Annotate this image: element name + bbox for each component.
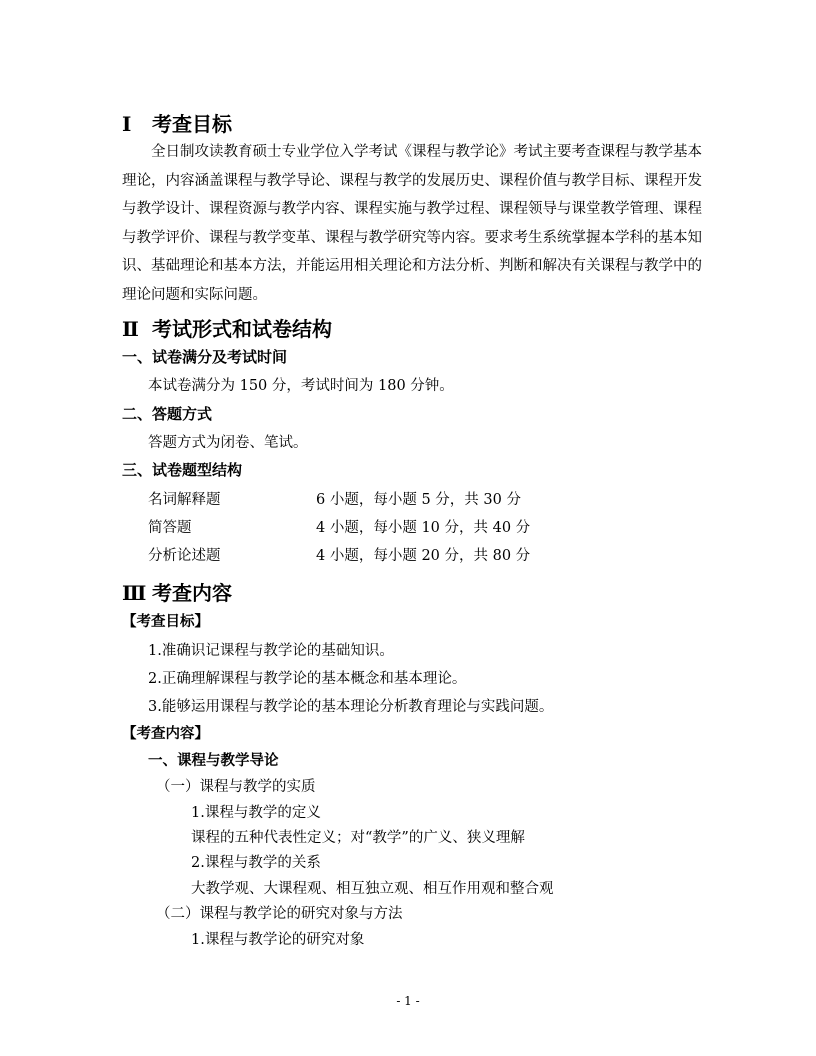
section-title: 考试形式和试卷结构 bbox=[152, 317, 332, 341]
section-heading-2 bbox=[122, 313, 332, 342]
question-type-detail: 4 小题，每小题 20 分，共 80 分 bbox=[316, 548, 531, 564]
question-type-row bbox=[148, 516, 530, 537]
content-label: 【考查内容】 bbox=[122, 726, 209, 742]
goal-item: 2.正确理解课程与教学论的基本概念和基本理论。 bbox=[148, 671, 467, 687]
content-item-text: 大教学观、大课程观、相互独立观、相互作用观和整合观 bbox=[191, 881, 554, 897]
content-subsection: （二）课程与教学论的研究对象与方法 bbox=[156, 906, 403, 922]
subheading-question-structure: 三、试卷题型结构 bbox=[122, 461, 243, 479]
score-time-text: 本试卷满分为 150 分，考试时间为 180 分钟。 bbox=[148, 378, 454, 394]
content-subsection: （一）课程与教学的实质 bbox=[156, 779, 316, 795]
subheading-answer-mode: 二、答题方式 bbox=[122, 405, 213, 423]
section-heading-1 bbox=[122, 108, 232, 137]
subheading-score-time: 一、试卷满分及考试时间 bbox=[122, 348, 288, 366]
section-number: Ⅱ bbox=[122, 317, 139, 341]
question-type-row bbox=[148, 488, 521, 509]
question-type-name: 名词解释题 bbox=[148, 492, 221, 508]
question-type-detail: 6 小题，每小题 5 分，共 30 分 bbox=[316, 492, 521, 508]
question-type-detail: 4 小题，每小题 10 分，共 40 分 bbox=[316, 520, 531, 536]
goal-item: 1.准确识记课程与教学论的基础知识。 bbox=[148, 643, 394, 659]
goal-item: 3.能够运用课程与教学论的基本理论分析教育理论与实践问题。 bbox=[148, 699, 554, 715]
section-title: 考查目标 bbox=[152, 112, 232, 136]
question-type-row bbox=[148, 544, 530, 565]
page-number: - 1 - bbox=[396, 994, 420, 1008]
section-number: Ⅲ bbox=[122, 581, 147, 605]
section-heading-3 bbox=[122, 577, 232, 606]
section-title: 考查内容 bbox=[152, 581, 232, 605]
question-type-name: 简答题 bbox=[148, 520, 192, 536]
section-number: Ⅰ bbox=[122, 112, 132, 136]
section1-paragraph: 全日制攻读教育硕士专业学位入学考试《课程与教学论》考试主要考查课程与教学基本理论，内容涵盖课程与教学导论、课程与教学的发展历史、课程价值与教学目标、课程开发与教学设计、课程资源与教学内容、课程实施与教学过程、课程领导与课堂教学管理、课程与教学评价、课程与教学变革、课程与教学研究等内容。要求考生系统掌握本学科的基本知识、基础理论和基本方法，并能运用相关理论和方法分析、判断和解决有关课程与教学中的理论问题和实际问题。 bbox=[122, 144, 702, 303]
content-item: 1.课程与教学的定义 bbox=[191, 805, 321, 821]
question-type-name: 分析论述题 bbox=[148, 548, 221, 564]
content-item: 1.课程与教学论的研究对象 bbox=[191, 932, 365, 948]
content-item: 2.课程与教学的关系 bbox=[191, 855, 321, 871]
content-item-text: 课程的五种代表性定义；对“教学”的广义、狭义理解 bbox=[191, 830, 525, 846]
chapter-heading: 一、课程与教学导论 bbox=[148, 753, 279, 769]
answer-mode-text: 答题方式为闭卷、笔试。 bbox=[148, 435, 308, 451]
goals-label: 【考查目标】 bbox=[122, 614, 209, 630]
